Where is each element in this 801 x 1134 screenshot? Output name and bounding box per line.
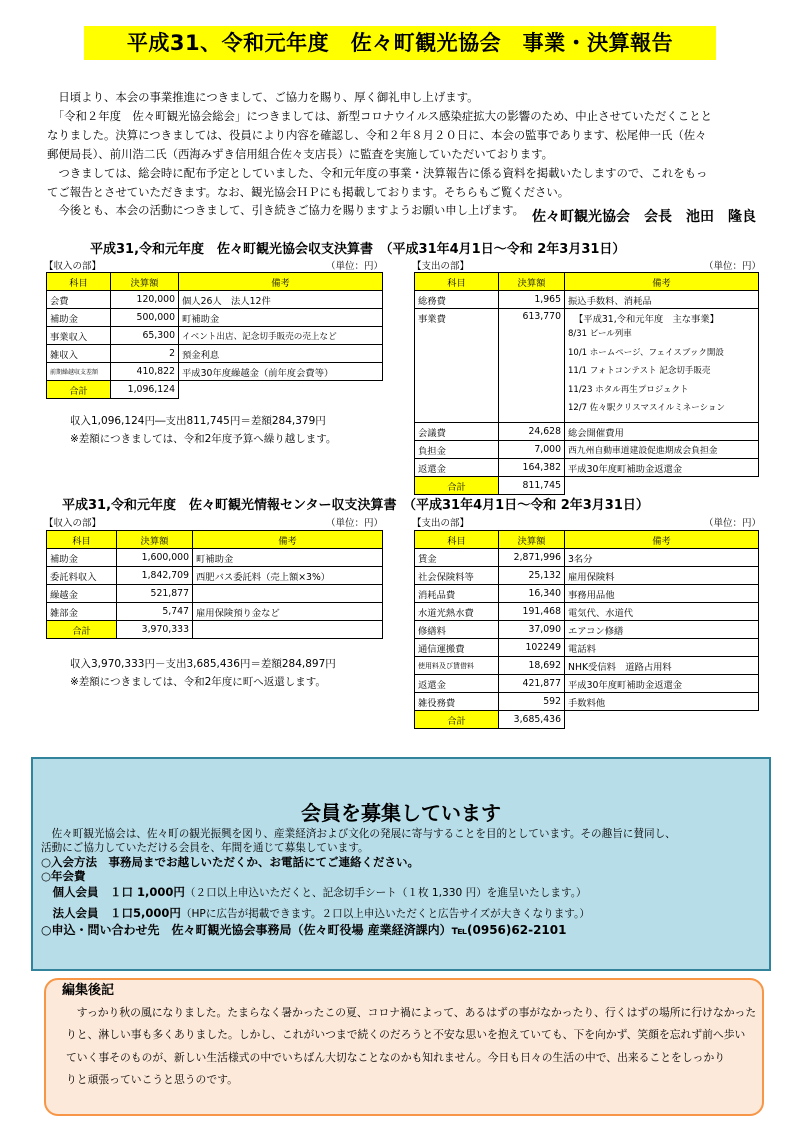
section1-expense-unit: （単位：円） — [704, 261, 762, 272]
table-row — [415, 441, 759, 459]
total-row — [47, 621, 383, 639]
blank-cell — [565, 711, 759, 729]
table-row — [47, 585, 383, 603]
table-row — [415, 657, 759, 675]
total-amount: 811,745 — [499, 477, 565, 495]
table-row — [47, 327, 383, 345]
header-item: 科目 — [47, 531, 117, 549]
item: 賃金 — [415, 549, 499, 567]
table-row — [415, 291, 759, 309]
note: 平成30年度町補助金返還金 — [565, 675, 759, 693]
item: 消耗品費 — [415, 585, 499, 603]
section1-income-table — [46, 272, 383, 399]
section2-title: 平成31,令和元年度 佐々町観光情報センター収支決算書 （平成31年4月1日～令和 2年3月31日） — [62, 498, 649, 513]
events-list — [568, 325, 755, 418]
section1-expense-label: 【支出の部】 — [412, 261, 470, 272]
amount: 421,877 — [499, 675, 565, 693]
table-row — [415, 621, 759, 639]
intro-line: なりました。決算につきましては、役員により内容を確認し、令和２年８月２０日に、本会の監事であります、松尾伸一氏（佐々 — [47, 127, 707, 142]
total-amount: 3,970,333 — [117, 621, 193, 639]
header-item: 科目 — [415, 273, 499, 291]
table-row — [47, 603, 383, 621]
recruit-text: 活動にご協力していただける会員を、年間を通じて募集しています。 — [41, 842, 369, 854]
signature: 佐々町観光協会 会長 池田 隆良 — [532, 209, 756, 225]
event-item: 11/1 フォトコンテスト 記念切手販売 — [568, 366, 711, 376]
section2-summary-note: ※差額につきましては、令和2年度に町へ返還します。 — [70, 676, 326, 688]
header-note: 備考 — [565, 273, 759, 291]
amount: 7,000 — [499, 441, 565, 459]
table-row — [415, 459, 759, 477]
table-row — [415, 585, 759, 603]
individual-fee — [41, 885, 765, 900]
amount: 25,132 — [499, 567, 565, 585]
event-item: 12/7 佐々駅クリスマスイルミネーション — [568, 403, 725, 413]
table-row — [47, 291, 383, 309]
editorial-title: 編集後記 — [62, 983, 115, 998]
header-note: 備考 — [179, 273, 383, 291]
amount: 24,628 — [499, 423, 565, 441]
table-row — [415, 693, 759, 711]
note — [565, 309, 759, 423]
recruit-title: 会員を募集しています — [301, 801, 501, 825]
item: 会費 — [47, 291, 111, 309]
note: 西肥バス委託料（売上額×3%） — [193, 567, 383, 585]
header-item: 科目 — [47, 273, 111, 291]
item: 事業費 — [415, 309, 499, 423]
amount: 521,877 — [117, 585, 193, 603]
fee-heading: ○年会費 — [41, 869, 86, 883]
total-amount: 3,685,436 — [499, 711, 565, 729]
item: 前期繰越収支差額 — [47, 363, 111, 381]
amount: 37,090 — [499, 621, 565, 639]
section1-expense-table — [414, 272, 759, 495]
item: 事業収入 — [47, 327, 111, 345]
event-item: 10/1 ホームページ、フェイスブック開設 — [568, 347, 724, 358]
header-amount: 決算額 — [499, 273, 565, 291]
note: 振込手数料、消耗品 — [565, 291, 759, 309]
note: 総会開催費用 — [565, 423, 759, 441]
item: 雑役務費 — [415, 693, 499, 711]
note: 手数料他 — [565, 693, 759, 711]
note: NHK受信料 道路占用料 — [565, 657, 759, 675]
member-recruitment-box — [31, 757, 771, 971]
total-label: 合計 — [415, 477, 499, 495]
corporate-fee — [41, 906, 765, 921]
note: 雇用保険預り金など — [193, 603, 383, 621]
item: 返還金 — [415, 459, 499, 477]
total-label: 合計 — [415, 711, 499, 729]
blank-cell — [565, 477, 759, 495]
editorial-line: りと、淋しい事も多くありました。しかし、これがいつまで続くのだろうと不安な思いを抱えていても、下を向かず、笑顔を忘れず前へ歩い — [66, 1028, 746, 1042]
note: 3名分 — [565, 549, 759, 567]
amount: 2,871,996 — [499, 549, 565, 567]
editorial-line: すっかり秋の風になりました。たまらなく暑かったこの夏、コロナ禍によって、あるはずの事がなかったり、行くはずの場所に行けなかった — [66, 1006, 757, 1019]
total-label: 合計 — [47, 621, 117, 639]
contact-info: ○申込・問い合わせ先 佐々町観光協会事務局（佐々町役場 産業経済課内）℡(0956)62-2101 — [41, 923, 567, 937]
section2-income-table — [46, 530, 383, 639]
recruit-text: 佐々町観光協会は、佐々町の観光振興を図り、産業経済および文化の発展に寄与することを目的としています。その趣旨に賛同し、 — [41, 828, 676, 840]
section2-summary: 収入3,970,333円－支出3,685,436円＝差額284,897円 — [70, 658, 336, 670]
item: 通信運搬費 — [415, 639, 499, 657]
corporate-label: 法人会員 １口5,000円 — [41, 906, 181, 920]
section2-income-unit: （単位：円） — [326, 518, 384, 529]
blank-cell — [179, 381, 383, 399]
intro-line: 日頃より、本会の事業推進につきまして、ご協力を賜り、厚く御礼申し上げます。 — [47, 90, 479, 104]
section1-summary-note: ※差額につきましては、令和2年度予算へ繰り越します。 — [70, 433, 337, 445]
table-row — [415, 675, 759, 693]
note: 平成30年度繰越金（前年度会費等） — [179, 363, 383, 381]
item: 補助金 — [47, 309, 111, 327]
intro-text — [47, 88, 759, 220]
amount: 1,965 — [499, 291, 565, 309]
amount: 1,600,000 — [117, 549, 193, 567]
amount: 191,468 — [499, 603, 565, 621]
item: 雑部金 — [47, 603, 117, 621]
blank-cell — [193, 621, 383, 639]
section1-title: 平成31,令和元年度 佐々町観光協会収支決算書 （平成31年4月1日～令和 2年3月31日） — [90, 242, 626, 257]
note: 町補助金 — [179, 309, 383, 327]
editorial-box — [44, 978, 764, 1116]
item: 負担金 — [415, 441, 499, 459]
total-row — [47, 381, 383, 399]
table-header-row — [415, 531, 759, 549]
amount: 5,747 — [117, 603, 193, 621]
section2-expense-label: 【支出の部】 — [412, 518, 470, 529]
note: 町補助金 — [193, 549, 383, 567]
amount: 613,770 — [499, 309, 565, 423]
table-row — [415, 603, 759, 621]
amount: 102249 — [499, 639, 565, 657]
note: エアコン修繕 — [565, 621, 759, 639]
header-amount: 決算額 — [111, 273, 179, 291]
corporate-note: （HPに広告が掲載できます。２口以上申込いただくと広告サイズが大きくなります。） — [180, 908, 590, 920]
event-item: 11/23 ホタル再生プロジェクト — [568, 384, 689, 395]
header-amount: 決算額 — [117, 531, 193, 549]
table-row — [415, 423, 759, 441]
table-row — [415, 309, 759, 423]
section2-expense-unit: （単位：円） — [704, 518, 762, 529]
join-method: ○入会方法 事務局までお越しいただくか、お電話にてご連絡ください。 — [41, 855, 420, 869]
table-row — [47, 345, 383, 363]
section1-income-unit: （単位：円） — [326, 261, 384, 272]
total-row — [415, 477, 759, 495]
editorial-line: ていく事そのものが、新しい生活様式の中でいちばん大切なことなのかも知れません。今日も日々の生活の中で、出来ることをしっかり — [66, 1050, 726, 1064]
table-header-row — [47, 531, 383, 549]
item: 雑収入 — [47, 345, 111, 363]
table-row — [415, 549, 759, 567]
section2-income-label: 【収入の部】 — [44, 518, 102, 529]
item: 社会保険料等 — [415, 567, 499, 585]
amount: 65,300 — [111, 327, 179, 345]
intro-line: 「令和２年度 佐々町観光協会総会」につきましては、新型コロナウイルス感染症拡大の影響のため、中止させていただくことと — [47, 108, 712, 123]
amount: 2 — [111, 345, 179, 363]
event-item: 8/31 ビール列車 — [568, 329, 632, 339]
table-row — [47, 549, 383, 567]
total-row — [415, 711, 759, 729]
editorial-body — [66, 1002, 756, 1091]
table-row — [47, 567, 383, 585]
amount: 120,000 — [111, 291, 179, 309]
amount: 164,382 — [499, 459, 565, 477]
events-heading: 【平成31,令和元年度 主な事業】 — [574, 314, 719, 325]
table-row — [47, 309, 383, 327]
individual-label: 個人会員 １口 1,000円 — [41, 885, 185, 899]
note: 電気代、水道代 — [565, 603, 759, 621]
amount: 410,822 — [111, 363, 179, 381]
item: 総務費 — [415, 291, 499, 309]
intro-line: 郵便局長）、前川浩二氏（西海みずき信用組合佐々支店長）に監査を実施していただいております。 — [47, 146, 553, 161]
note: 事務用品他 — [565, 585, 759, 603]
note: 雇用保険料 — [565, 567, 759, 585]
amount: 592 — [499, 693, 565, 711]
table-header-row — [47, 273, 383, 291]
section1-income-label: 【収入の部】 — [44, 261, 102, 272]
total-amount: 1,096,124 — [111, 381, 179, 399]
item: 補助金 — [47, 549, 117, 567]
header-amount: 決算額 — [499, 531, 565, 549]
note: 電話料 — [565, 639, 759, 657]
amount: 1,842,709 — [117, 567, 193, 585]
item: 水道光熱水費 — [415, 603, 499, 621]
note: イベント出店、記念切手販売の売上など — [179, 327, 383, 345]
amount: 16,340 — [499, 585, 565, 603]
note: 平成30年度町補助金返還金 — [565, 459, 759, 477]
item: 返還金 — [415, 675, 499, 693]
amount: 18,692 — [499, 657, 565, 675]
intro-line: てご報告とさせていただきます。なお、観光協会ＨＰにも掲載しております。そちらもご覧ください。 — [47, 184, 570, 199]
note — [193, 585, 383, 603]
table-row — [47, 363, 383, 381]
item: 修繕料 — [415, 621, 499, 639]
table-header-row — [415, 273, 759, 291]
item: 委託料収入 — [47, 567, 117, 585]
note: 預金利息 — [179, 345, 383, 363]
header-note: 備考 — [193, 531, 383, 549]
item: 繰越金 — [47, 585, 117, 603]
page-title: 平成31、令和元年度 佐々町観光協会 事業・決算報告 — [84, 26, 716, 60]
table-row — [415, 639, 759, 657]
note: 西九州自動車道建設促進期成会負担金 — [565, 441, 759, 459]
editorial-line: りと頑張っていこうと思うのです。 — [66, 1072, 238, 1086]
note: 個人26人 法人12件 — [179, 291, 383, 309]
intro-line: つきましては、総会時に配布予定としていました、令和元年度の事業・決算報告に係る資料を掲載いたしますので、これをもっ — [47, 165, 708, 180]
table-row — [415, 567, 759, 585]
section2-expense-table — [414, 530, 759, 729]
header-note: 備考 — [565, 531, 759, 549]
header-item: 科目 — [415, 531, 499, 549]
total-label: 合計 — [47, 381, 111, 399]
item: 使用料及び賃借料 — [415, 657, 499, 675]
section1-summary: 収入1,096,124円―支出811,745円＝差額284,379円 — [70, 415, 326, 427]
individual-note: （２口以上申込いただくと、記念切手シート（１枚 1,330 円）を進呈いたします。） — [184, 887, 587, 899]
amount: 500,000 — [111, 309, 179, 327]
intro-line: 今後とも、本会の活動につきまして、引き続きご協力を賜りますようお願い申し上げます。 — [47, 203, 525, 218]
recruit-body — [41, 827, 765, 937]
item: 会議費 — [415, 423, 499, 441]
